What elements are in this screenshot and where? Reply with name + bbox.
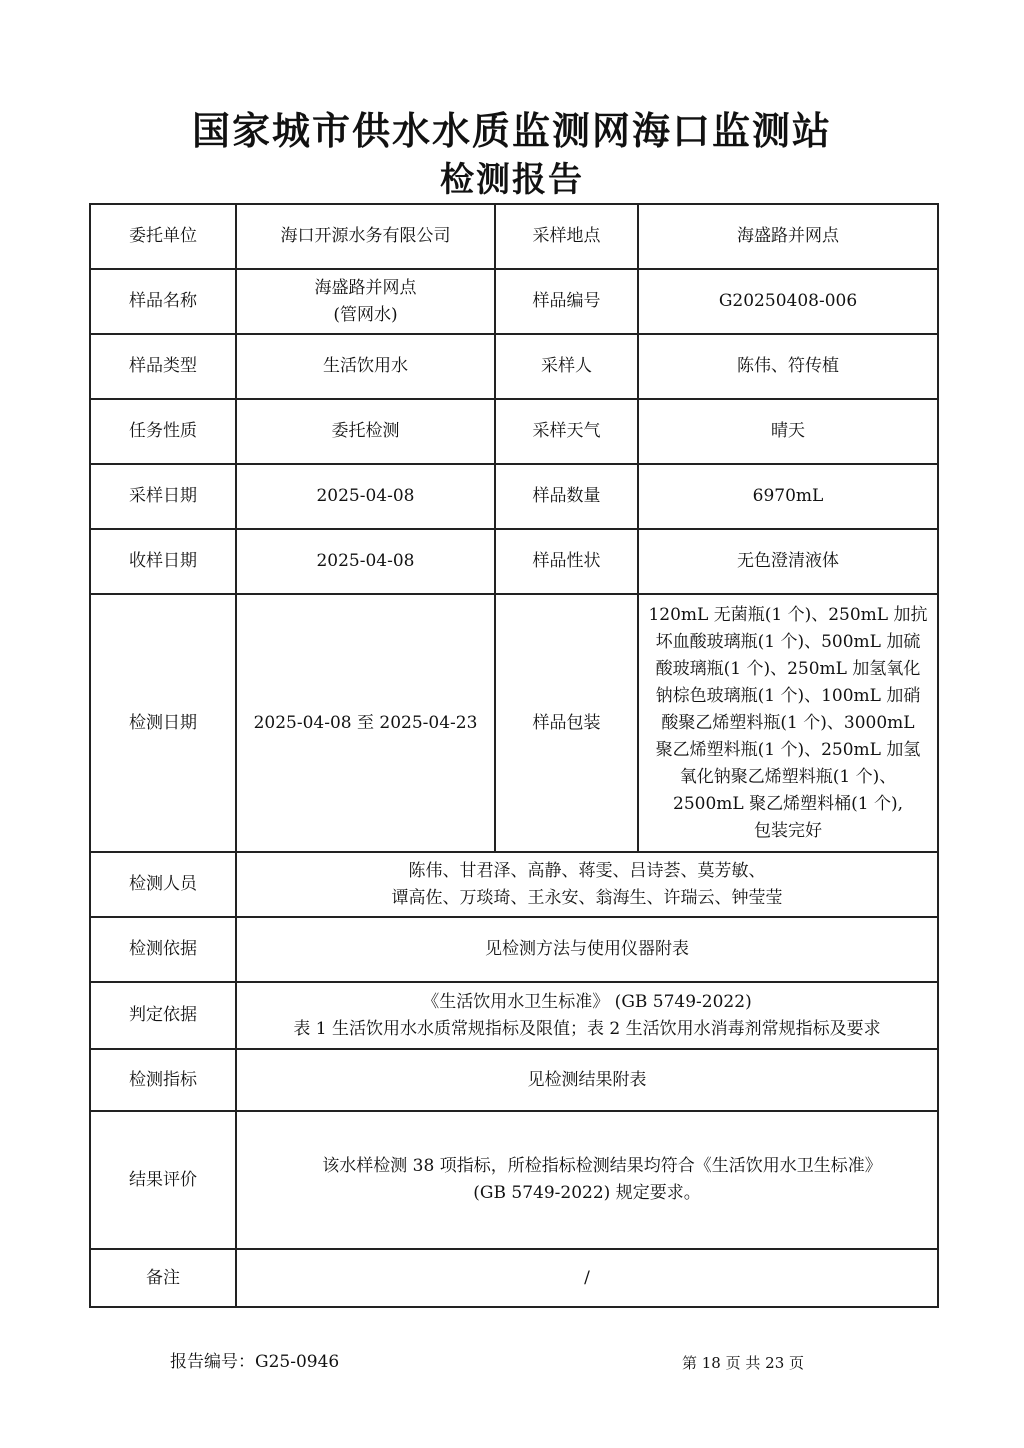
task-value: 委托检测 xyxy=(236,399,495,464)
test-basis-label: 检测依据 xyxy=(90,917,236,982)
remarks-label: 备注 xyxy=(90,1249,236,1307)
judgement-basis-label: 判定依据 xyxy=(90,982,236,1049)
report-table xyxy=(89,203,939,1308)
package-line: 坏血酸玻璃瓶(1 个)、500mL 加硫 xyxy=(655,631,921,652)
weather-value: 晴天 xyxy=(638,399,938,464)
sample-name-value xyxy=(236,269,495,334)
result-value xyxy=(236,1111,938,1249)
personnel-value xyxy=(236,852,938,917)
table-row xyxy=(90,204,938,269)
package-line: 氧化钠聚乙烯塑料瓶(1 个)、 xyxy=(679,766,897,787)
table-row xyxy=(90,529,938,594)
package-line: 120mL 无菌瓶(1 个)、250mL 加抗 xyxy=(648,604,928,625)
test-basis-value: 见检测方法与使用仪器附表 xyxy=(236,917,938,982)
table-row xyxy=(90,982,938,1049)
sample-type-label: 样品类型 xyxy=(90,334,236,399)
package-line: 酸聚乙烯塑料瓶(1 个)、3000mL xyxy=(661,712,915,733)
indicators-value: 见检测结果附表 xyxy=(236,1049,938,1111)
table-row xyxy=(90,852,938,917)
judgement-line: 表 1 生活饮用水水质常规指标及限值；表 2 生活饮用水消毒剂常规指标及要求 xyxy=(293,1018,881,1039)
result-line: 该水样检测 38 项指标，所检指标检测结果均符合《生活饮用水卫生标准》 xyxy=(322,1156,882,1176)
sample-state-label: 样品性状 xyxy=(495,529,638,594)
package-line: 酸玻璃瓶(1 个)、250mL 加氢氧化 xyxy=(655,658,921,679)
table-row xyxy=(90,917,938,982)
sampler-value: 陈伟、符传植 xyxy=(638,334,938,399)
package-value xyxy=(638,594,938,852)
package-line: 包装完好 xyxy=(754,820,822,841)
result-line: (GB 5749-2022) 规定要求。 xyxy=(473,1183,701,1203)
client-value: 海口开源水务有限公司 xyxy=(236,204,495,269)
test-date-label: 检测日期 xyxy=(90,594,236,852)
client-label: 委托单位 xyxy=(90,204,236,269)
sample-name-label: 样品名称 xyxy=(90,269,236,334)
table-row xyxy=(90,1249,938,1307)
judgement-line: 《生活饮用水卫生标准》 (GB 5749-2022) xyxy=(422,991,752,1012)
sampler-label: 采样人 xyxy=(495,334,638,399)
table-row xyxy=(90,269,938,334)
sample-state-value: 无色澄清液体 xyxy=(638,529,938,594)
indicators-label: 检测指标 xyxy=(90,1049,236,1111)
package-line: 2500mL 聚乙烯塑料桶(1 个), xyxy=(673,793,903,814)
sample-type-value: 生活饮用水 xyxy=(236,334,495,399)
package-label: 样品包装 xyxy=(495,594,638,852)
package-line: 聚乙烯塑料瓶(1 个)、250mL 加氢 xyxy=(655,739,921,760)
sampling-site-label: 采样地点 xyxy=(495,204,638,269)
sample-name-line: 海盛路并网点 xyxy=(314,277,417,298)
page-number: 第 18 页 共 23 页 xyxy=(682,1354,805,1372)
sampling-date-value: 2025-04-08 xyxy=(236,464,495,529)
receipt-date-label: 收样日期 xyxy=(90,529,236,594)
page-subtitle: 检测报告 xyxy=(440,160,584,200)
task-label: 任务性质 xyxy=(90,399,236,464)
table-row xyxy=(90,399,938,464)
sample-no-label: 样品编号 xyxy=(495,269,638,334)
quantity-label: 样品数量 xyxy=(495,464,638,529)
table-row xyxy=(90,464,938,529)
package-line: 钠棕色玻璃瓶(1 个)、100mL 加硝 xyxy=(655,685,921,706)
personnel-line: 谭高佐、万琰琦、王永安、翁海生、许瑞云、钟莹莹 xyxy=(391,887,783,908)
result-label: 结果评价 xyxy=(90,1111,236,1249)
judgement-basis-value xyxy=(236,982,938,1049)
personnel-label: 检测人员 xyxy=(90,852,236,917)
report-number: 报告编号：G25-0946 xyxy=(170,1352,340,1372)
quantity-value: 6970mL xyxy=(638,464,938,529)
sample-name-line: (管网水) xyxy=(333,304,398,325)
table-row xyxy=(90,1111,938,1249)
remarks-value: / xyxy=(236,1249,938,1307)
weather-label: 采样天气 xyxy=(495,399,638,464)
personnel-line: 陈伟、甘君泽、高静、蒋雯、吕诗荟、莫芳敏、 xyxy=(408,860,766,881)
sample-no-value: G20250408-006 xyxy=(638,269,938,334)
page-title: 国家城市供水水质监测网海口监测站 xyxy=(191,109,832,153)
sampling-date-label: 采样日期 xyxy=(90,464,236,529)
table-row xyxy=(90,594,938,852)
table-row xyxy=(90,1049,938,1111)
test-date-value: 2025-04-08 至 2025-04-23 xyxy=(236,594,495,852)
table-row xyxy=(90,334,938,399)
receipt-date-value: 2025-04-08 xyxy=(236,529,495,594)
sampling-site-value: 海盛路并网点 xyxy=(638,204,938,269)
